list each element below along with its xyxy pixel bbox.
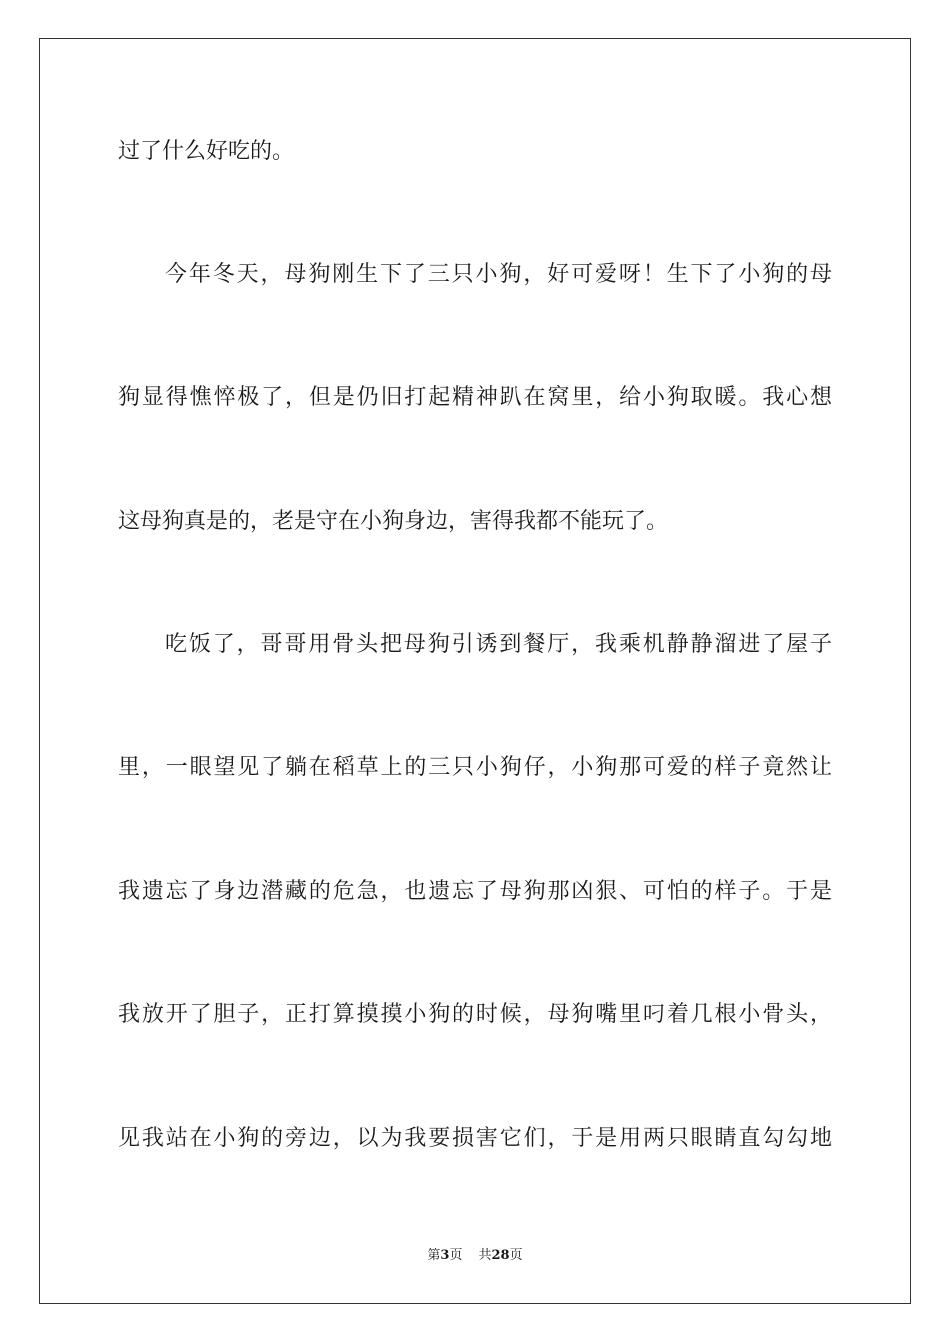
page-frame: [39, 38, 911, 1304]
footer-page-current: 3: [440, 1248, 450, 1263]
text-line: 见我站在小狗的旁边，以为我要损害它们，于是用两只眼睛直勾勾地: [118, 1126, 832, 1151]
text-line: 过了什么好吃的。: [118, 139, 295, 164]
text-line: 今年冬天，母狗刚生下了三只小狗，好可爱呀！生下了小狗的母: [165, 262, 832, 287]
text-line: 狗显得憔悴极了，但是仍旧打起精神趴在窝里，给小狗取暖。我心想: [118, 385, 832, 410]
footer-total-unit: 页: [509, 1248, 523, 1263]
footer-page-unit: 页: [449, 1248, 463, 1263]
text-line: 我放开了胆子，正打算摸摸小狗的时候，母狗嘴里叼着几根小骨头，: [118, 1002, 832, 1027]
text-line: 我遗忘了身边潜藏的危急，也遗忘了母狗那凶狠、可怕的样子。于是: [118, 879, 832, 904]
footer-page-prefix: 第: [427, 1248, 441, 1263]
footer-page-total: 28: [491, 1248, 510, 1263]
footer-total-prefix: 共: [478, 1248, 492, 1263]
text-line: 吃饭了，哥哥用骨头把母狗引诱到餐厅，我乘机静静溜进了屋子: [165, 632, 832, 657]
page-footer: [0, 1246, 950, 1266]
text-line: 里，一眼望见了躺在稻草上的三只小狗仔，小狗那可爱的样子竟然让: [118, 755, 832, 780]
text-line: 这母狗真是的，老是守在小狗身边，害得我都不能玩了。: [118, 509, 669, 534]
